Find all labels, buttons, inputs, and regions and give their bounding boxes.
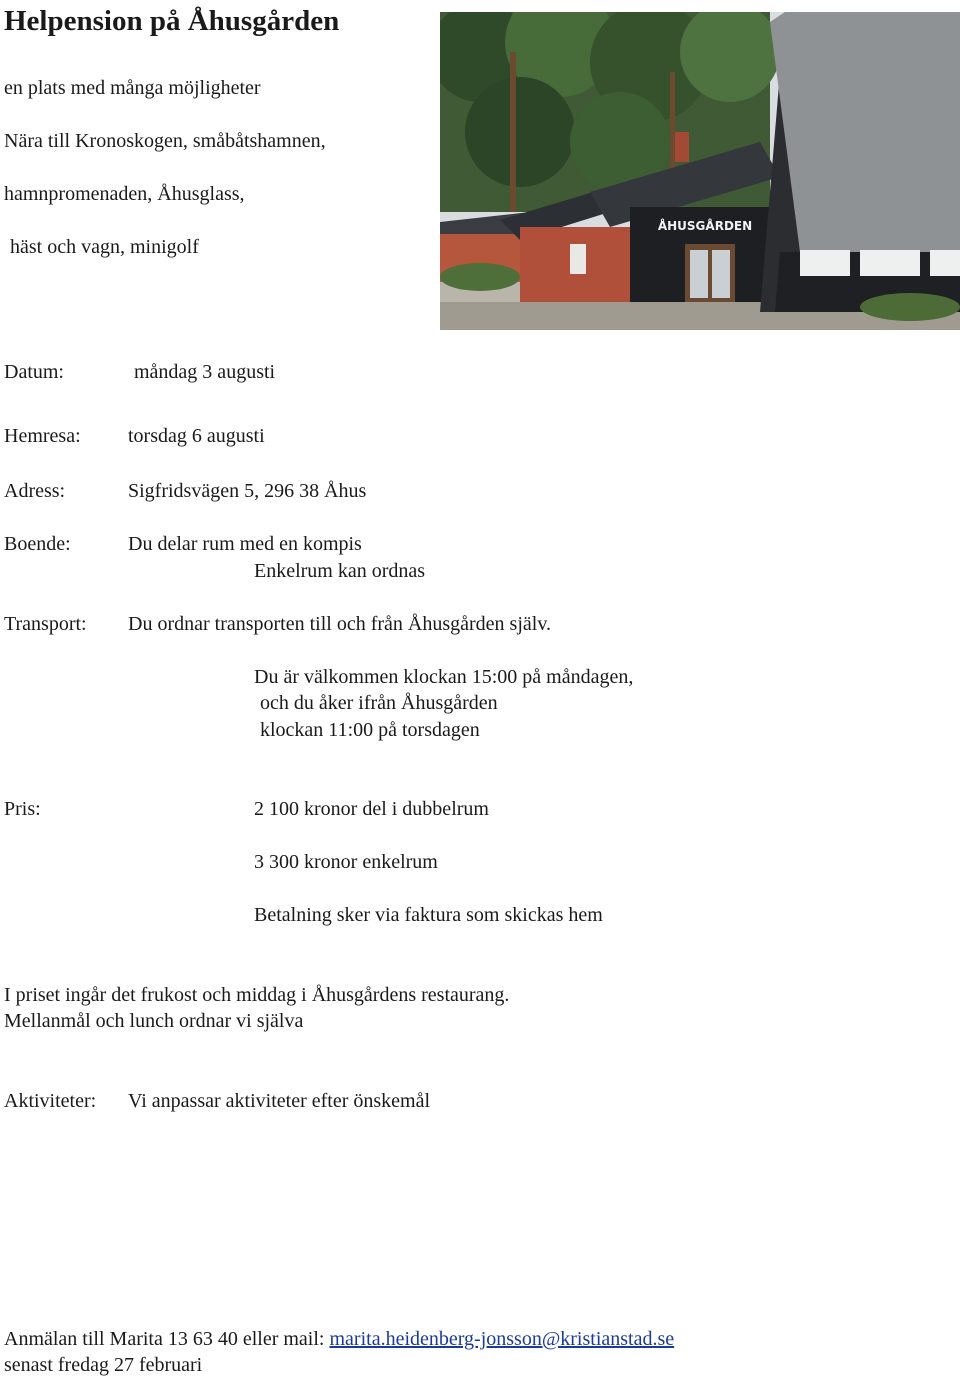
meals-line-2: Mellanmål och lunch ordnar vi själva bbox=[4, 1010, 304, 1032]
hemresa-label: Hemresa: bbox=[4, 425, 81, 447]
datum-value: måndag 3 augusti bbox=[134, 361, 276, 383]
price-double: 2 100 kronor del i dubbelrum bbox=[254, 798, 489, 820]
boende-note: Enkelrum kan ordnas bbox=[254, 560, 426, 582]
email-link[interactable]: marita.heidenberg-jonsson@kristianstad.se bbox=[329, 1328, 675, 1350]
hemresa-value: torsdag 6 augusti bbox=[128, 425, 265, 447]
intro-line-2: Nära till Kronoskogen, småbåtshamnen, bbox=[4, 130, 326, 152]
building-sign: ÅHUSGÅRDEN bbox=[657, 219, 753, 233]
activities-label: Aktiviteter: bbox=[4, 1090, 97, 1112]
building-photo bbox=[440, 12, 960, 330]
intro-line-4: häst och vagn, minigolf bbox=[10, 236, 199, 258]
welcome-line-1: Du är välkommen klockan 15:00 på måndagen, bbox=[254, 666, 634, 688]
welcome-line-3: klockan 11:00 på torsdagen bbox=[260, 719, 480, 741]
boende-label: Boende: bbox=[4, 533, 71, 555]
signup-deadline: senast fredag 27 februari bbox=[4, 1354, 203, 1376]
price-single: 3 300 kronor enkelrum bbox=[254, 851, 438, 873]
intro-line-3: hamnpromenaden, Åhusglass, bbox=[4, 183, 245, 205]
adress-label: Adress: bbox=[4, 480, 66, 502]
intro-line-1: en plats med många möjligheter bbox=[4, 77, 261, 99]
adress-value: Sigfridsvägen 5, 296 38 Åhus bbox=[128, 480, 367, 502]
transport-label: Transport: bbox=[4, 613, 87, 635]
price-payment: Betalning sker via faktura som skickas hem bbox=[254, 904, 603, 926]
transport-value: Du ordnar transporten till och från Åhusgården själv. bbox=[128, 613, 552, 635]
signup-line bbox=[4, 1327, 674, 1351]
boende-value: Du delar rum med en kompis bbox=[128, 533, 362, 555]
welcome-line-2: och du åker ifrån Åhusgården bbox=[260, 692, 498, 714]
price-label: Pris: bbox=[4, 798, 41, 820]
datum-label: Datum: bbox=[4, 361, 64, 383]
page-title: Helpension på Åhusgården bbox=[4, 5, 340, 37]
meals-line-1: I priset ingår det frukost och middag i Åhusgårdens restaurang. bbox=[4, 984, 510, 1006]
activities-value: Vi anpassar aktiviteter efter önskemål bbox=[128, 1090, 431, 1112]
signup-text: Anmälan till Marita 13 63 40 eller mail: bbox=[4, 1328, 330, 1350]
